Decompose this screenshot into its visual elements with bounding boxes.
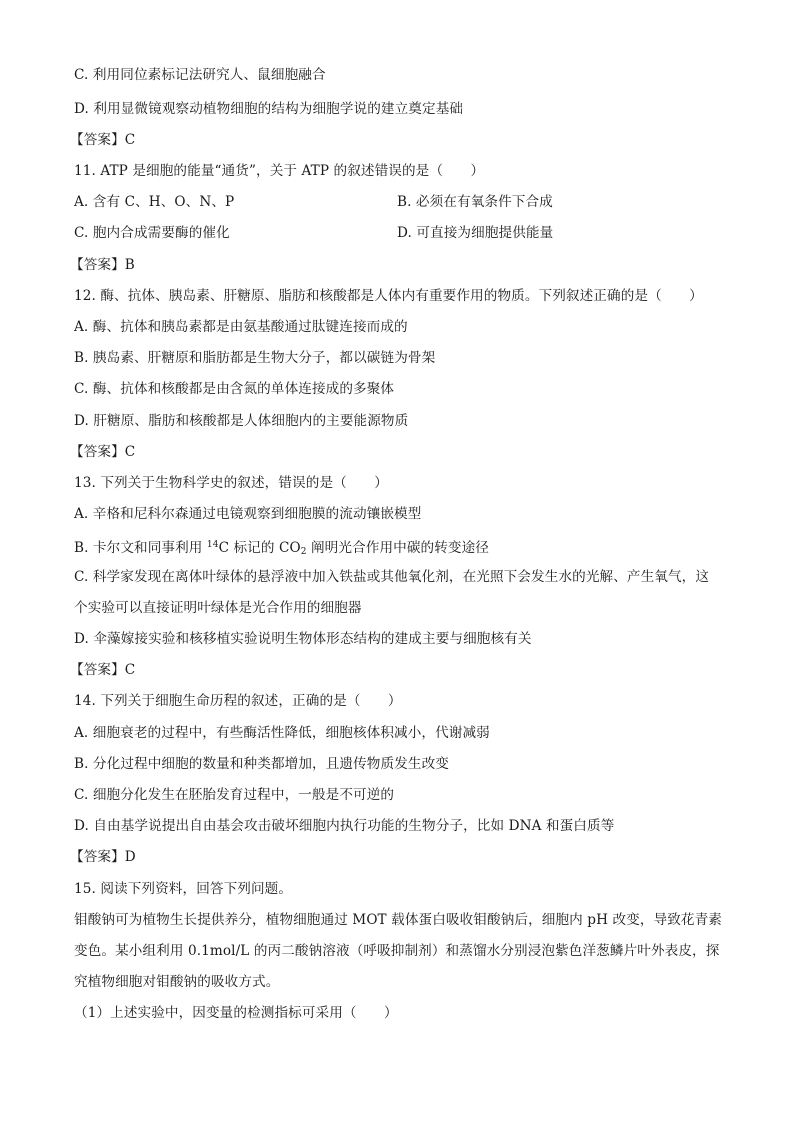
- isotope-mass-number: 14: [206, 540, 219, 550]
- q10-option-c: C. 利用同位素标记法研究人、鼠细胞融合: [74, 67, 326, 83]
- q13-answer: 【答案】C: [70, 662, 136, 678]
- q15-passage-line-1: 钼酸钠可为植物生长提供养分，植物细胞通过 MOT 载体蛋白吸收钼酸钠后，细胞内 pH 改变，导致花青素: [74, 912, 723, 928]
- q14-stem: 14. 下列关于细胞生命历程的叙述，正确的是（ ）: [74, 693, 402, 709]
- q14-option-c: C. 细胞分化发生在胚胎发育过程中，一般是不可逆的: [74, 787, 395, 803]
- q10-answer: 【答案】C: [70, 132, 136, 148]
- q15-passage-line-3: 究植物细胞对钼酸钠的吸收方式。: [74, 974, 280, 990]
- q14-option-d: D. 自由基学说提出自由基会攻击破坏细胞内执行功能的生物分子，比如 DNA 和蛋白质等: [74, 818, 615, 834]
- q13-option-b-part1: B. 卡尔文和同事利用: [74, 540, 207, 556]
- q13-option-a: A. 辛格和尼科尔森通过电镜观察到细胞膜的流动镶嵌模型: [74, 506, 422, 522]
- q14-option-a: A. 细胞衰老的过程中，有些酶活性降低，细胞核体积减小，代谢减弱: [74, 725, 490, 741]
- q11-option-a: A. 含有 C、H、O、N、P: [74, 194, 235, 210]
- q14-option-b: B. 分化过程中细胞的数量和种类都增加，且遗传物质发生改变: [74, 756, 449, 772]
- q12-option-c: C. 酶、抗体和核酸都是由含氮的单体连接成的多聚体: [74, 381, 395, 397]
- q11-answer: 【答案】B: [70, 257, 135, 273]
- q13-option-b-part2: C 标记的 CO: [218, 540, 301, 556]
- q11-option-c: C. 胞内合成需要酶的催化: [74, 225, 230, 241]
- q11-stem: 11. ATP 是细胞的能量“通货”，关于 ATP 的叙述错误的是（ ）: [74, 163, 485, 179]
- q15-stem: 15. 阅读下列资料，回答下列问题。: [74, 881, 293, 897]
- q12-stem: 12. 酶、抗体、胰岛素、肝糖原、脂肪和核酸都是人体内有重要作用的物质。下列叙述正确的是（ ）: [74, 288, 703, 304]
- q13-stem: 13. 下列关于生物科学史的叙述，错误的是（ ）: [74, 475, 388, 491]
- q12-option-d: D. 肝糖原、脂肪和核酸都是人体细胞内的主要能源物质: [74, 413, 409, 429]
- q12-option-a: A. 酶、抗体和胰岛素都是由氨基酸通过肽键连接而成的: [74, 319, 408, 335]
- q11-options-row-2: [74, 224, 734, 242]
- q11-options-row-1: [74, 193, 734, 211]
- q13-option-c-line-2: 个实验可以直接证明叶绿体是光合作用的细胞器: [74, 600, 362, 616]
- q14-answer: 【答案】D: [70, 849, 136, 865]
- q11-option-b: B. 必须在有氧条件下合成: [397, 194, 553, 210]
- q15-subquestion-1: （1）上述实验中，因变量的检测指标可采用（ ）: [74, 1005, 398, 1021]
- q12-answer: 【答案】C: [70, 444, 136, 460]
- q12-option-b: B. 胰岛素、肝糖原和脂肪都是生物大分子，都以碳链为骨架: [74, 350, 436, 366]
- co2-subscript: 2: [300, 547, 307, 557]
- q13-option-b: [74, 536, 489, 561]
- q15-passage-line-2: 变色。某小组利用 0.1mol/L 的丙二酸钠溶液（呼吸抑制剂）和蒸馏水分别浸泡紫色洋葱鳞片叶外表皮，探: [74, 943, 720, 959]
- q10-option-d: D. 利用显微镜观察动植物细胞的结构为细胞学说的建立奠定基础: [74, 101, 464, 117]
- q11-option-d: D. 可直接为细胞提供能量: [397, 225, 554, 241]
- q13-option-d: D. 伞藻嫁接实验和核移植实验说明生物体形态结构的建成主要与细胞核有关: [74, 631, 532, 647]
- q13-option-b-part3: 阐明光合作用中碳的转变途径: [306, 540, 490, 556]
- q13-option-c-line-1: C. 科学家发现在离体叶绿体的悬浮液中加入铁盐或其他氧化剂，在光照下会发生水的光解、产生氧气，这: [74, 569, 710, 585]
